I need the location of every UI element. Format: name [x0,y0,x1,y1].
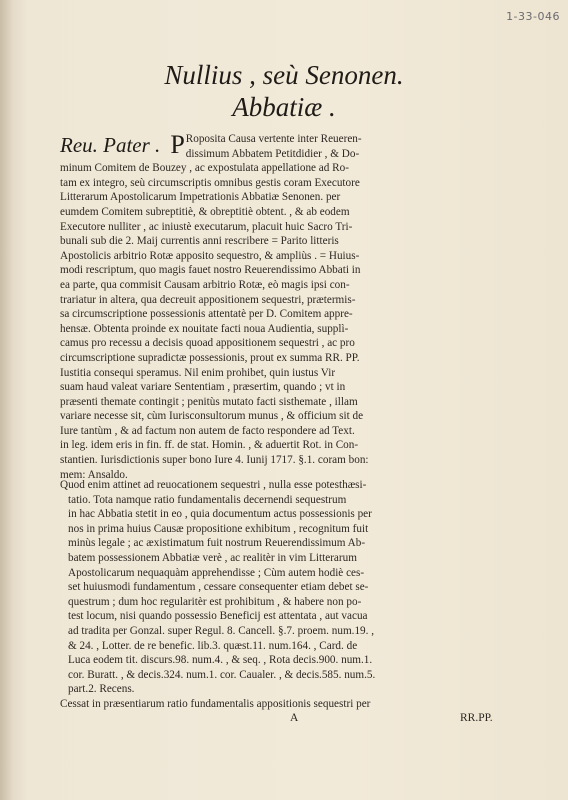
text-line: Quod enim attinet ad reuocationem sequestri , nulla esse potesthæsi- [60,479,367,491]
paragraph-3 [60,697,530,712]
text-line: minùs legale ; ac æxistimatum fuit nostrum Reuerendissimum Ab- [68,537,366,550]
text-line: præsenti themate contingit ; penitùs mutato facti sisthemate , illam [60,395,358,408]
salutation: Reu. Pater . [60,133,161,157]
text-line: tatio. Tota namque ratio fundamentalis decernendi sequestrum [68,493,347,506]
text-line: circumscriptione supradictæ possessionis, prout ex summa RR. PP. [60,351,360,364]
text-line: Apostolicis arbitrio Rotæ apposito sequestro, & ampliùs . = Huius- [60,249,360,262]
title-line-2: Abbatiæ . [232,92,336,122]
text-line: questrum ; dum hoc regularitèr est prohibitum , & habere non po- [68,595,362,608]
text-line: eumdem Comitem subreptitiè, & obreptitiè obtent. , & ab eodem [60,205,350,218]
text-line: minum Comitem de Bouzey , ac expostulata appellatione ad Ro- [60,162,349,175]
text-line: variare necesse sit, cùm Iurisconsultorum munus , & officium sit de [60,410,364,423]
text-line: stantien. Iurisdictionis super bono Iure 4. Iunij 1717. §.1. coram bon: [60,454,369,467]
text-line: batem possessionem Abbatiæ verè , ac realitèr in vim Litterarum [68,551,357,564]
paragraph-2 [60,478,530,697]
text-line: bunali sub die 2. Maij currentis anni rescribere = Parito litteris [60,235,339,248]
text-line: Litterarum Apostolicarum Impetrationis Abbatiæ Senonen. per [60,191,341,204]
text-line: camus pro recessu a decisis quoad appositionem sequestri , ac pro [60,337,355,350]
text-line: in leg. idem eris in fin. ff. de stat. Homin. , & aduertit Rot. in Con- [60,439,359,452]
text-line: ad tradita per Gonzal. super Regul. 8. Cancell. §.7. proem. num.19. , [68,624,375,637]
text-line: modi rescriptum, quo magis fauet nostro Reuerendissimo Abbati in [60,264,361,277]
text-line: & 24. , Lotter. de re benefic. lib.3. quæst.11. num.164. , Card. de [68,639,358,652]
text-line: Iustitia consequi speramus. Nil enim prohibet, quin iustus Vir [60,366,336,379]
text-line: Executore nulliter , ac iniustè executarum, placuit huic Sacro Tri- [60,220,353,233]
text-line: part.2. Recens. [68,683,135,696]
text-line: ea parte, qua commisit Causam arbitrio Rotæ, eò magis ipsi con- [60,278,350,291]
text-line: nos in prima huius Causæ propositione exhibitum , recognitum fuit [68,522,369,535]
text-line: test locum, nisi quando possessio Beneficij est attentata , aut vacua [68,610,368,623]
drop-cap: P [170,130,185,159]
paragraph-1 [60,132,530,482]
text-line: trariatur in altera, qua decreuit appositionem sequestri, prætermis- [60,293,356,306]
opening-lines [186,132,504,161]
text-line: Luca eodem tit. discurs.98. num.4. , & seq. , Rota decis.900. num.1. [68,654,373,667]
text-line: sa circumscriptione possessionis attentatè per D. Comitem appre- [60,308,353,321]
manuscript-number: 1-33-046 [506,10,560,23]
text-line: set huiusmodi fundamentum , cessare consequenter etiam debet se- [68,581,369,594]
text-line: Iure tantùm , & ad factum non autem de facto respondere ad Text. [60,424,355,437]
opening-row [60,132,530,161]
signature-mark-a: A [290,712,299,724]
text-line: dissimum Abbatem Petitdidier , & Do- [185,147,360,160]
text-line: hensæ. Obtenta proinde ex nouitate facti noua Audientia, supplì- [60,322,349,335]
text-line: suam haud valeat variare Sententiam , præsertim, quando ; vt in [60,381,346,394]
text-line: Apostolicarum nequaquàm apprehendisse ; Cùm autem hodiè ces- [68,566,365,579]
title-line-1: Nullius , seù Senonen. [164,60,404,90]
text-line: Cessat in præsentiarum ratio fundamentalis appositionis sequestri per [60,698,371,710]
catchword: RR.PP. [460,712,493,724]
text-line: in hac Abbatia stetit in eo , quia documentum actus possessionis per [68,508,372,521]
text-line: cor. Buratt. , & decis.324. num.1. cor. Caualer. , & decis.585. num.5. [68,668,376,681]
text-line: mem: Ansaldo. [60,468,128,481]
text-line: Roposita Causa vertente inter Reueren- [185,133,362,145]
text-line: tam ex integro, seù circumscriptis omnibus gestis coram Executore [60,176,360,189]
